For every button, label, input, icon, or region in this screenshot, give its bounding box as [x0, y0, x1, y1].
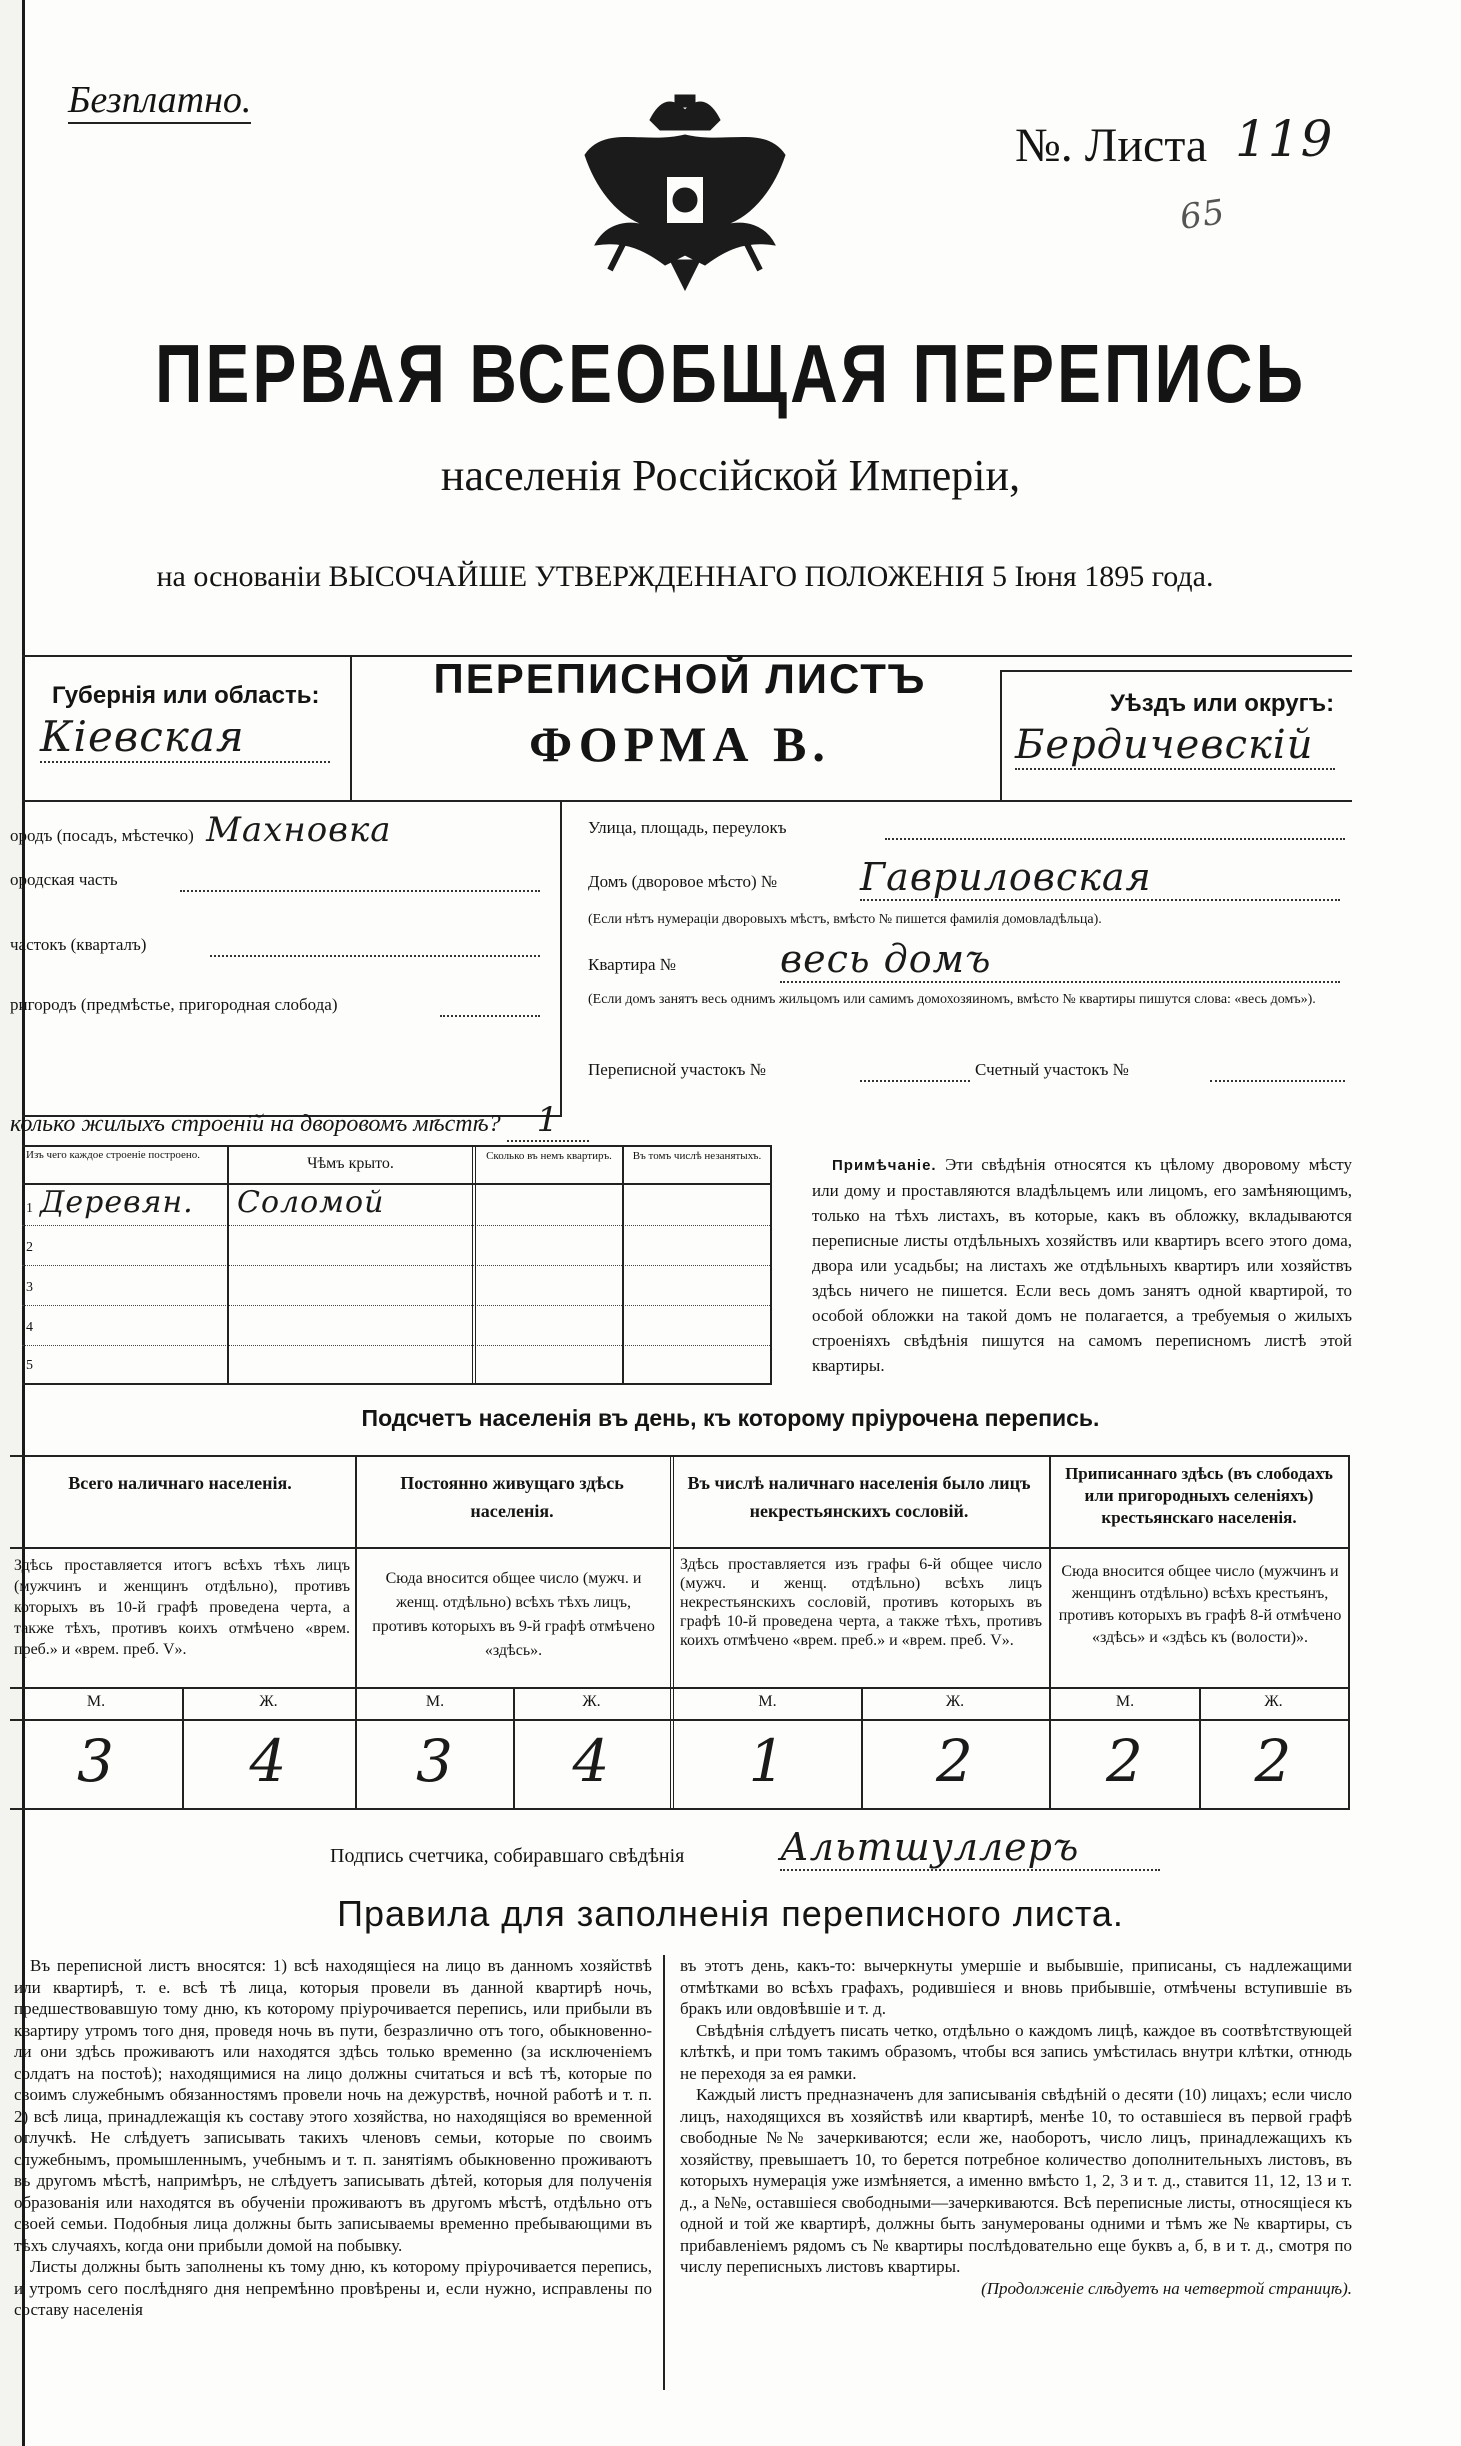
- signature-label: Подпись счетчика, собиравшаго свѣдѣнія: [330, 1845, 685, 1867]
- rules-paragraph: Въ переписной листъ вносятся: 1) всѣ находящіеся на лицо въ данномъ хозяйствѣ или квартирѣ, т. е. всѣ тѣ лица, которыя провели въ данной квартирѣ ночь, предшествовавшую тому дню, къ которому пріурочивается перепись, или прибыли въ квартиру утромъ того дня, проведя ночь въ пути, безразлично отъ того, обыкновенно-ли они здѣсь проживаютъ или находятся здѣсь только временно (за исключеніемъ солдатъ на постоѣ); находящимися на лицо должны считаться и всѣ тѣ, которые по своимъ служебнымъ обязанностямъ провели ночь на дежурствѣ, ночной работѣ и т. п. 2) всѣ лица, принадлежащія къ составу этого хозяйства, но находящіяся во временной отлучкѣ. Не слѣдуетъ записывать такихъ членовъ семьи, которые по своимъ служебнымъ, промышленнымъ, учебнымъ и т. п. занятіямъ обыкновенно проживаютъ въ другомъ мѣстѣ, напримѣръ, не слѣдуетъ записывать дѣтей, которыя для полученія образованія или находятся въ обученіи проживаютъ въ другомъ мѣстѣ, отдѣльно отъ своей семьи. Подобныя лица должны быть записываемы временно пребывающими въ тѣхъ случаяхъ, когда они прибыли домой на побывку.: [14, 1956, 652, 2255]
- count-col-head: Въ числѣ наличнаго населенія было лицъ некрестьянскихъ сословій.: [687, 1473, 1031, 1521]
- suburb-label: ригородъ (предмѣстье, пригородная слобода): [10, 995, 338, 1014]
- note-label: Примѣчаніе.: [832, 1157, 937, 1174]
- section-label: частокъ (кварталъ): [10, 935, 147, 954]
- count-title: Подсчетъ населенія въ день, къ которому пріурочена перепись.: [361, 1405, 1100, 1431]
- peasant-female-value: 2: [1254, 1727, 1293, 1795]
- street-label: Улица, площадь, переулокъ: [588, 818, 787, 837]
- census-district-field[interactable]: [860, 1080, 970, 1082]
- count-col-head: Всего наличнаго населенія.: [68, 1473, 292, 1493]
- rules-title: Правила для заполненія переписного листа.: [337, 1893, 1124, 1934]
- total-female-value: 4: [249, 1727, 288, 1795]
- table-row: [22, 1265, 770, 1306]
- count-district-field[interactable]: [1210, 1080, 1345, 1082]
- section-field[interactable]: [210, 955, 540, 957]
- sheet-title: ПЕРЕПИСНОЙ ЛИСТЪ: [433, 655, 927, 702]
- row-number: 2: [26, 1240, 33, 1255]
- main-title: ПЕРВАЯ ВСЕОБЩАЯ ПЕРЕПИСЬ: [154, 326, 1307, 420]
- count-col-desc: Сюда вносится общее число (мужчинъ и женщинъ отдѣльно) всѣхъ крестьянъ, противъ которыхъ въ графѣ 8-й отмѣчено «здѣсь» и «здѣсь къ (волости)».: [1058, 1563, 1342, 1646]
- buildings-value: 1: [507, 1100, 590, 1142]
- total-male-value: 3: [77, 1727, 115, 1795]
- rule: [472, 1183, 476, 1383]
- f-label: Ж.: [259, 1693, 278, 1710]
- table-row: [22, 1185, 770, 1225]
- m-label: М.: [1115, 1693, 1135, 1710]
- rule: [10, 1547, 355, 1549]
- apartment-value: весь домъ: [780, 937, 1340, 983]
- city-value: Махновка: [206, 810, 392, 850]
- count-col-desc: Здѣсь проставляется изъ графы 6-й общее число (мужч. и женщ. отдѣльно) всѣхъ лицъ некрестьянскихъ сословій, противъ которыхъ въ графѣ 10-й проведена черта, а также тѣхъ, противъ коихъ отмѣчено «врем. преб.» и «врем. преб. V».: [680, 1556, 1042, 1649]
- rules-paragraph: въ этотъ день, какъ-то: вычеркнуты умершіе и выбывшіе, приписаны, съ надлежащими отмѣтками во всѣхъ графахъ, родившіеся и вновь прибывшіе, отмѣчены вступившіе въ бракъ или овдовѣвшіе и т. д.: [680, 1956, 1352, 2018]
- buildings-table: [22, 1145, 772, 1385]
- nonpeasant-female-value: 2: [936, 1727, 974, 1795]
- rule: [1051, 1547, 1348, 1549]
- note-block: [812, 1152, 1352, 1378]
- row-material: Деревян.: [40, 1185, 194, 1220]
- rules-paragraph: Каждый листъ предназначенъ для записыванія свѣдѣній о десяти (10) лицахъ; если число лицъ, находящихся въ хозяйствѣ или квартирѣ, менѣе 10, то оставшіеся въ первой графѣ свободные №№ зачеркиваются; если же, наоборотъ, число лицъ, принадлежащихъ къ хозяйству, превышаетъ 10, то берется потребное количество дополнительныхъ листовъ, въ которыхъ нумерація уже измѣняется, а именно вмѣсто 1, 2, 3 и т. д., ставится 11, 12, 13 и т. д., а №№, оставшіеся свободными—зачеркиваются. Всѣ переписные листы, относящіеся къ одной и той же квартирѣ, должны быть занумерованы одними и тѣмъ же № квартиры, съ прибавленіемъ рядомъ съ № квартиры послѣдовательно еще буквъ а, б, в и т. д., смотря по числу переписныхъ листовъ квартиры.: [680, 2085, 1352, 2276]
- f-label: Ж.: [945, 1693, 965, 1710]
- m-label: М.: [425, 1693, 445, 1710]
- city-part-label: ородская часть: [10, 870, 118, 889]
- row-number: 5: [26, 1358, 33, 1373]
- rules-continued: (Продолженіе слѣдуетъ на четвертой страницѣ).: [981, 2278, 1352, 2298]
- house-label: Домъ (дворовое мѣсто) №: [588, 872, 778, 891]
- city-row: [10, 810, 550, 850]
- street-field[interactable]: [885, 838, 1345, 840]
- peasant-male-value: 2: [1106, 1727, 1144, 1795]
- rule: [350, 655, 352, 800]
- count-district-label: Счетный участокъ №: [975, 1060, 1129, 1079]
- rules-paragraph: Свѣдѣнія слѣдуетъ писать четко, отдѣльно о каждомъ лицѣ, каждое въ соотвѣтствующей клѣткѣ, и при томъ такимъ образомъ, чтобы вся запись умѣстилась внутри клѣтки, отнюдь не переходя за ея рамки.: [680, 2020, 1352, 2083]
- rules-divider: [663, 1955, 665, 2390]
- rules-right-column: [680, 1955, 1352, 2299]
- city-label: ородъ (посадъ, мѣстечко): [10, 826, 194, 845]
- rule: [622, 1183, 624, 1383]
- uezd-value: Бердичевскій: [1015, 722, 1335, 770]
- rules-left-column: [14, 1955, 652, 2321]
- table-row: [22, 1305, 770, 1346]
- house-note: (Если нѣтъ нумераціи дворовыхъ мѣстъ, вмѣсто № пишется фамилія домовладѣльца).: [588, 912, 1102, 927]
- apartment-note: (Если домъ занятъ весь однимъ жильцомъ или самимъ домохозяиномъ, вмѣсто № квартиры пишутся слова: «весь домъ»).: [588, 992, 1316, 1007]
- table-row: [22, 1225, 770, 1266]
- city-part-field[interactable]: [180, 890, 540, 892]
- buildings-header-apts: Сколько въ немъ квартиръ.: [472, 1147, 622, 1183]
- suburb-field[interactable]: [440, 1015, 540, 1017]
- basis-line: на основаніи ВЫСОЧАЙШЕ УТВЕРЖДЕННАГО ПОЛОЖЕНІЯ 5 Іюня 1895 года.: [156, 560, 1214, 593]
- form-name: ФОРМА В.: [529, 716, 831, 772]
- count-table: [10, 1455, 1350, 1810]
- m-label: М.: [86, 1693, 106, 1710]
- permanent-male-value: 3: [416, 1727, 454, 1795]
- count-col-head: Приписаннаго здѣсь (въ слободахъ или пригородныхъ селеніяхъ) крестьянскаго населенія.: [1065, 1464, 1333, 1527]
- buildings-row: [10, 1100, 589, 1140]
- guberniya-label: Губернія или область:: [52, 682, 320, 709]
- rule: [357, 1547, 670, 1549]
- row-number: 4: [26, 1320, 33, 1335]
- buildings-header-roof: Чѣмъ крыто.: [227, 1147, 472, 1183]
- buildings-label: колько жилыхъ строеній на дворовомъ мѣстѣ?: [10, 1111, 501, 1137]
- sheet-number-label: №. Листа: [1015, 119, 1208, 172]
- rule: [22, 800, 1352, 802]
- rule: [1000, 670, 1352, 672]
- rule: [10, 1687, 1348, 1689]
- rule: [674, 1547, 1049, 1549]
- rule: [560, 800, 562, 1115]
- count-col-head: Постоянно живущаго здѣсь населенія.: [400, 1473, 624, 1521]
- count-col-desc: Сюда вносится общее число (мужч. и женщ. отдѣльно) всѣхъ тѣхъ лицъ, противъ которыхъ въ 9-й графѣ отмѣчено «здѣсь».: [372, 1570, 655, 1659]
- row-number: 1: [26, 1201, 33, 1216]
- f-label: Ж.: [1264, 1693, 1283, 1710]
- row-roof: Соломой: [237, 1185, 385, 1220]
- signature-value: Альтшуллеръ: [780, 1825, 1160, 1871]
- nonpeasant-male-value: 1: [748, 1727, 787, 1795]
- row-number: 3: [26, 1280, 33, 1295]
- subtitle: населенія Россійской Имперіи,: [440, 451, 1021, 500]
- uezd-label: Уѣздъ или округъ:: [1110, 690, 1335, 717]
- pencil-number: 65: [1177, 192, 1228, 238]
- f-label: Ж.: [582, 1693, 601, 1710]
- rule: [227, 1183, 229, 1383]
- free-label: Безплатно.: [68, 78, 251, 124]
- m-label: М.: [758, 1693, 777, 1710]
- guberniya-value: Кіевская: [40, 712, 330, 763]
- buildings-header-vacant: Въ томъ числѣ незанятыхъ.: [622, 1147, 770, 1183]
- buildings-header-material: Изъ чего каждое строеніе построено.: [26, 1149, 201, 1161]
- sheet-number-value: 119: [1235, 110, 1334, 168]
- note-text: Эти свѣдѣнія относятся къ цѣлому дворовому мѣсту или дому и проставляются владѣльцемъ или лицомъ, его замѣняющимъ, только на тѣхъ листахъ, въ которые, какъ въ обложку, вкладываются переписные листы отдѣльныхъ хозяйствъ или квартиръ всего этого дома, двора или усадьбы; на листахъ же отдѣльныхъ квартиръ или хозяйствъ здѣсь ничего не пишется. Если весь домъ занятъ одной квартирой, то особой обложки на такой домъ не полагается, а требуемыя о жилыхъ строеніяхъ свѣдѣнія пишутся на самомъ переписномъ листѣ этой квартиры.: [812, 1155, 1353, 1375]
- table-row: [22, 1345, 770, 1384]
- count-col-desc: Здѣсь проставляется итогъ всѣхъ тѣхъ лицъ (мужчинъ и женщинъ отдѣльно), противъ которыхъ въ 10-й графѣ проведена черта, а также тѣхъ, противъ коихъ отмѣчено «врем. преб.» и «врем. преб. V».: [14, 1557, 350, 1658]
- rules-paragraph: Листы должны быть заполнены къ тому дню, къ которому пріурочивается перепись, и утромъ сего послѣдняго дня непремѣнно провѣрены и, если нужно, исправлены по составу населенія: [14, 2257, 652, 2319]
- census-district-label: Переписной участокъ №: [588, 1060, 766, 1079]
- rule: [10, 1719, 1348, 1721]
- imperial-eagle-emblem: [570, 80, 800, 320]
- rule: [1000, 670, 1002, 800]
- house-value: Гавриловская: [860, 855, 1340, 901]
- permanent-female-value: 4: [572, 1727, 611, 1795]
- apartment-label: Квартира №: [588, 955, 677, 974]
